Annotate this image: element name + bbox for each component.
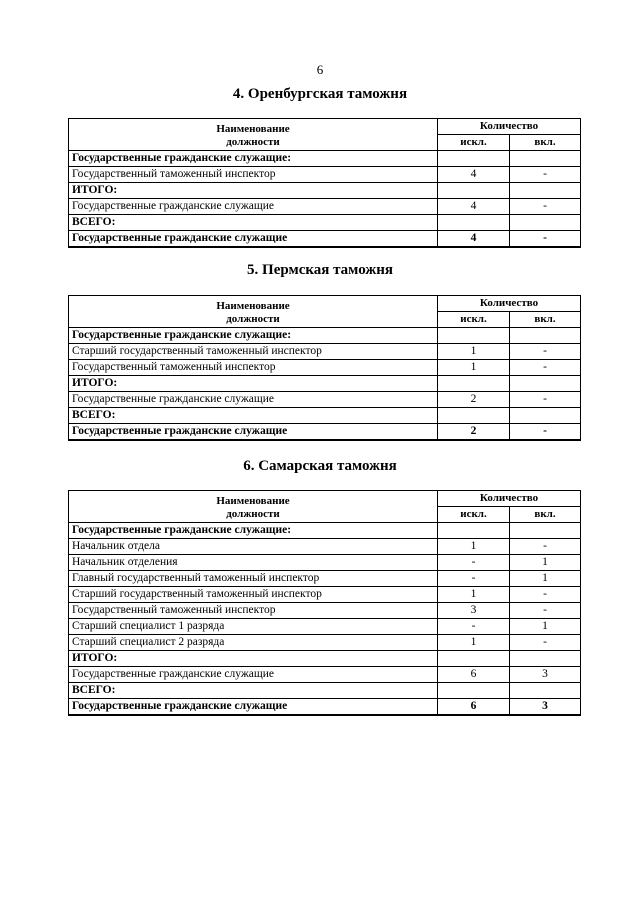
excl-count-cell: 2 bbox=[438, 424, 510, 441]
position-name-cell: Старший государственный таможенный инспектор bbox=[69, 344, 438, 360]
page-number: 6 bbox=[316, 62, 324, 77]
staff-table bbox=[68, 118, 581, 248]
table-row bbox=[69, 539, 581, 555]
position-name-cell: Старший специалист 2 разряда bbox=[69, 635, 438, 651]
position-name-cell: ИТОГО: bbox=[69, 651, 438, 667]
table-row bbox=[69, 683, 581, 699]
excl-count-cell: 6 bbox=[438, 699, 510, 716]
table-row bbox=[69, 699, 581, 716]
table-row bbox=[69, 408, 581, 424]
table-row bbox=[69, 667, 581, 683]
excl-count-cell: 1 bbox=[438, 360, 510, 376]
incl-count-cell: - bbox=[510, 167, 581, 183]
column-header-quantity: Количество bbox=[438, 491, 581, 507]
excl-count-cell: 4 bbox=[438, 167, 510, 183]
position-name-cell: ВСЕГО: bbox=[69, 408, 438, 424]
incl-count-cell bbox=[510, 651, 581, 667]
position-name-cell: Государственные гражданские служащие: bbox=[69, 328, 438, 344]
section-title: 6. Самарская таможня bbox=[243, 458, 397, 474]
column-header-quantity: Количество bbox=[438, 296, 581, 312]
column-header-incl: вкл. bbox=[510, 135, 581, 151]
incl-count-cell: - bbox=[510, 199, 581, 215]
incl-count-cell bbox=[510, 328, 581, 344]
excl-count-cell: 3 bbox=[438, 603, 510, 619]
position-name-cell: Государственные гражданские служащие bbox=[69, 392, 438, 408]
position-name-cell: Государственные гражданские служащие bbox=[69, 199, 438, 215]
incl-count-cell: 1 bbox=[510, 571, 581, 587]
excl-count-cell: 2 bbox=[438, 392, 510, 408]
column-header-name-line2: должности bbox=[69, 507, 438, 523]
excl-count-cell bbox=[438, 523, 510, 539]
table-row bbox=[69, 199, 581, 215]
excl-count-cell: 1 bbox=[438, 344, 510, 360]
incl-count-cell: - bbox=[510, 424, 581, 441]
table-row bbox=[69, 651, 581, 667]
excl-count-cell: - bbox=[438, 619, 510, 635]
incl-count-cell bbox=[510, 183, 581, 199]
table-row bbox=[69, 360, 581, 376]
excl-count-cell bbox=[438, 183, 510, 199]
incl-count-cell bbox=[510, 523, 581, 539]
table-row bbox=[69, 392, 581, 408]
position-name-cell: Государственные гражданские служащие bbox=[69, 424, 438, 441]
incl-count-cell bbox=[510, 376, 581, 392]
excl-count-cell: 1 bbox=[438, 539, 510, 555]
column-header-incl: вкл. bbox=[510, 312, 581, 328]
excl-count-cell bbox=[438, 151, 510, 167]
excl-count-cell: 4 bbox=[438, 231, 510, 248]
column-header-excl: искл. bbox=[438, 135, 510, 151]
column-header-name-line2: должности bbox=[69, 312, 438, 328]
incl-count-cell bbox=[510, 683, 581, 699]
incl-count-cell bbox=[510, 408, 581, 424]
table-row bbox=[69, 424, 581, 441]
position-name-cell: Государственный таможенный инспектор bbox=[69, 360, 438, 376]
position-name-cell: ИТОГО: bbox=[69, 376, 438, 392]
position-name-cell: Главный государственный таможенный инспектор bbox=[69, 571, 438, 587]
incl-count-cell: 1 bbox=[510, 619, 581, 635]
table-row bbox=[69, 555, 581, 571]
incl-count-cell: 3 bbox=[510, 699, 581, 716]
table-row bbox=[69, 151, 581, 167]
column-header-name-line2: должности bbox=[69, 135, 438, 151]
excl-count-cell: - bbox=[438, 571, 510, 587]
table-row bbox=[69, 215, 581, 231]
excl-count-cell bbox=[438, 683, 510, 699]
column-header-name: Наименование bbox=[69, 119, 438, 135]
incl-count-cell: 1 bbox=[510, 555, 581, 571]
table-row bbox=[69, 523, 581, 539]
excl-count-cell: 1 bbox=[438, 635, 510, 651]
position-name-cell: Государственные гражданские служащие bbox=[69, 699, 438, 716]
incl-count-cell: - bbox=[510, 344, 581, 360]
position-name-cell: Государственные гражданские служащие: bbox=[69, 151, 438, 167]
table-row bbox=[69, 231, 581, 248]
table-row bbox=[69, 376, 581, 392]
position-name-cell: Начальник отдела bbox=[69, 539, 438, 555]
position-name-cell: Государственный таможенный инспектор bbox=[69, 603, 438, 619]
excl-count-cell bbox=[438, 328, 510, 344]
table-row bbox=[69, 328, 581, 344]
incl-count-cell: 3 bbox=[510, 667, 581, 683]
position-name-cell: ИТОГО: bbox=[69, 183, 438, 199]
position-name-cell: Старший специалист 1 разряда bbox=[69, 619, 438, 635]
incl-count-cell: - bbox=[510, 587, 581, 603]
incl-count-cell: - bbox=[510, 392, 581, 408]
table-row bbox=[69, 571, 581, 587]
incl-count-cell bbox=[510, 215, 581, 231]
staff-table bbox=[68, 490, 581, 716]
column-header-name: Наименование bbox=[69, 296, 438, 312]
incl-count-cell: - bbox=[510, 635, 581, 651]
table-row bbox=[69, 344, 581, 360]
table-row bbox=[69, 167, 581, 183]
excl-count-cell bbox=[438, 408, 510, 424]
incl-count-cell: - bbox=[510, 603, 581, 619]
incl-count-cell bbox=[510, 151, 581, 167]
excl-count-cell: - bbox=[438, 555, 510, 571]
excl-count-cell: 6 bbox=[438, 667, 510, 683]
column-header-quantity: Количество bbox=[438, 119, 581, 135]
column-header-name: Наименование bbox=[69, 491, 438, 507]
table-row bbox=[69, 635, 581, 651]
table-row bbox=[69, 619, 581, 635]
position-name-cell: Государственные гражданские служащие bbox=[69, 231, 438, 248]
staff-table bbox=[68, 295, 581, 441]
excl-count-cell: 4 bbox=[438, 199, 510, 215]
position-name-cell: Государственные гражданские служащие: bbox=[69, 523, 438, 539]
incl-count-cell: - bbox=[510, 539, 581, 555]
excl-count-cell bbox=[438, 651, 510, 667]
column-header-excl: искл. bbox=[438, 507, 510, 523]
section-title: 5. Пермская таможня bbox=[247, 262, 393, 278]
excl-count-cell bbox=[438, 376, 510, 392]
excl-count-cell bbox=[438, 215, 510, 231]
column-header-excl: искл. bbox=[438, 312, 510, 328]
incl-count-cell: - bbox=[510, 360, 581, 376]
table-row bbox=[69, 183, 581, 199]
table-row bbox=[69, 603, 581, 619]
position-name-cell: ВСЕГО: bbox=[69, 215, 438, 231]
position-name-cell: Государственные гражданские служащие bbox=[69, 667, 438, 683]
excl-count-cell: 1 bbox=[438, 587, 510, 603]
position-name-cell: Государственный таможенный инспектор bbox=[69, 167, 438, 183]
position-name-cell: ВСЕГО: bbox=[69, 683, 438, 699]
table-row bbox=[69, 587, 581, 603]
position-name-cell: Начальник отделения bbox=[69, 555, 438, 571]
column-header-incl: вкл. bbox=[510, 507, 581, 523]
position-name-cell: Старший государственный таможенный инспектор bbox=[69, 587, 438, 603]
section-title: 4. Оренбургская таможня bbox=[232, 86, 408, 102]
incl-count-cell: - bbox=[510, 231, 581, 248]
